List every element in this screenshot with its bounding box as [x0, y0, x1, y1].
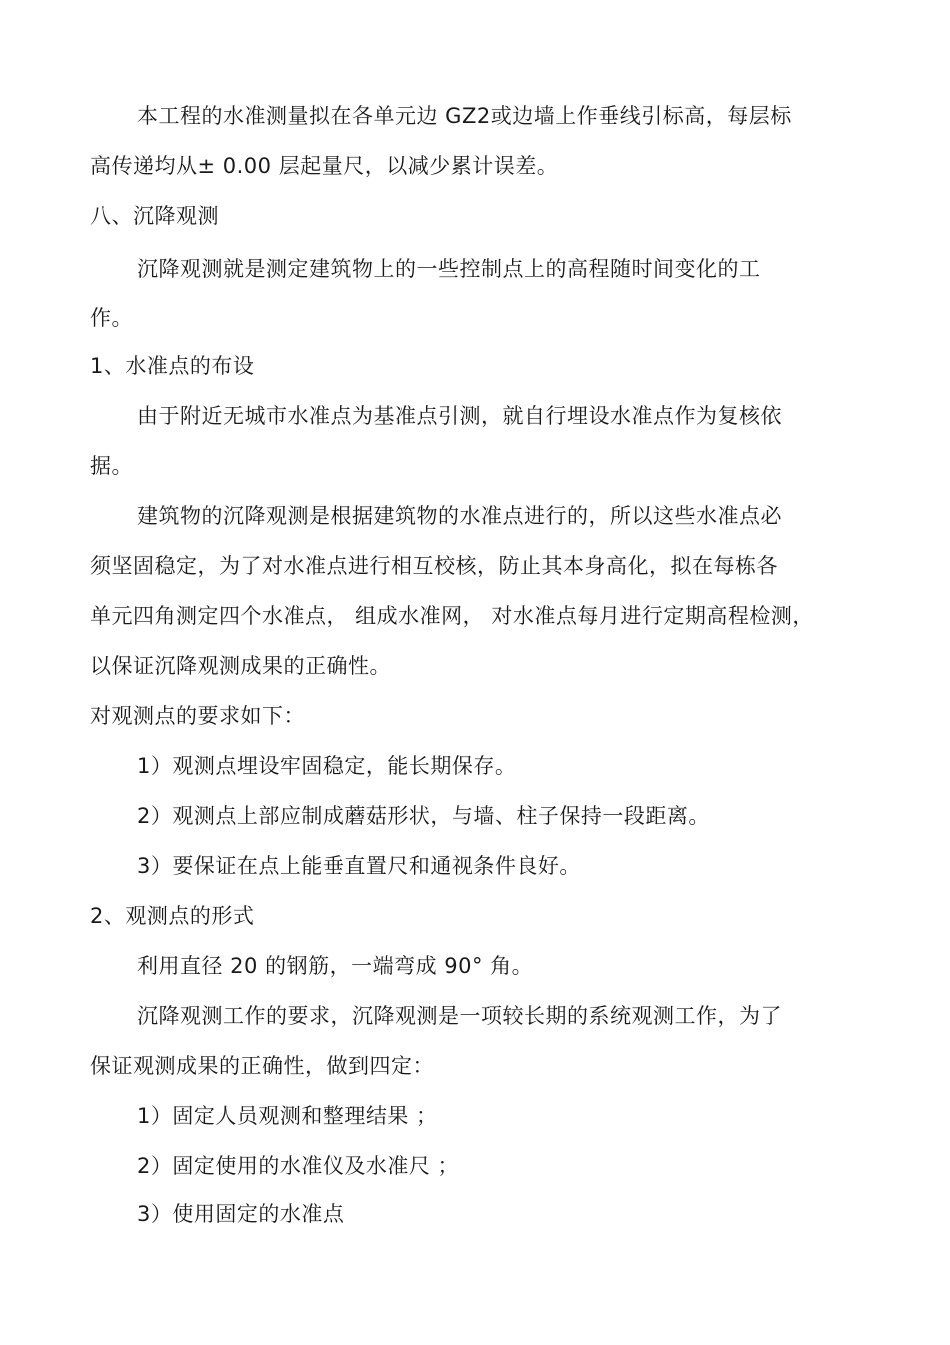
list-item: 3）要保证在点上能垂直置尺和通视条件良好。	[137, 854, 581, 878]
paragraph-line: 利用直径 20 的钢筋，一端弯成 90° 角。	[137, 954, 534, 978]
paragraph-line: 保证观测成果的正确性，做到四定：	[90, 1054, 434, 1078]
list-item: 2）固定使用的水准仪及水准尺 ；	[137, 1154, 460, 1178]
paragraph-line: 由于附近无城市水准点为基准点引测，就自行埋设水准点作为复核依	[137, 404, 782, 428]
paragraph-line: 沉降观测工作的要求，沉降观测是一项较长期的系统观测工作，为了	[137, 1004, 782, 1028]
list-item: 3）使用固定的水准点	[137, 1202, 345, 1226]
paragraph-line: 高传递均从± 0.00 层起量尺，以减少累计误差。	[90, 154, 559, 178]
paragraph-line: 本工程的水准测量拟在各单元边 GZ2或边墙上作垂线引标高，每层标	[137, 104, 792, 128]
paragraph-line: 建筑物的沉降观测是根据建筑物的水准点进行的，所以这些水准点必	[137, 504, 782, 528]
paragraph-line: 单元四角测定四个水准点， 组成水准网， 对水准点每月进行定期高程检测，	[90, 604, 814, 628]
subsection-heading: 1、水准点的布设	[90, 354, 255, 378]
paragraph-line: 对观测点的要求如下：	[90, 704, 305, 728]
paragraph-line: 沉降观测就是测定建筑物上的一些控制点上的高程随时间变化的工	[137, 257, 761, 281]
list-item: 1）固定人员观测和整理结果 ；	[137, 1104, 438, 1128]
paragraph-line: 据。	[90, 454, 133, 478]
section-heading: 八、沉降观测	[90, 204, 219, 228]
subsection-heading: 2、观测点的形式	[90, 904, 255, 928]
list-item: 2）观测点上部应制成蘑菇形状，与墙、柱子保持一段距离。	[137, 804, 710, 828]
paragraph-line: 须坚固稳定，为了对水准点进行相互校核，防止其本身高化，拟在每栋各	[90, 554, 778, 578]
list-item: 1）观测点埋设牢固稳定，能长期保存。	[137, 754, 517, 778]
paragraph-line: 作。	[90, 306, 133, 330]
paragraph-line: 以保证沉降观测成果的正确性。	[90, 654, 391, 678]
